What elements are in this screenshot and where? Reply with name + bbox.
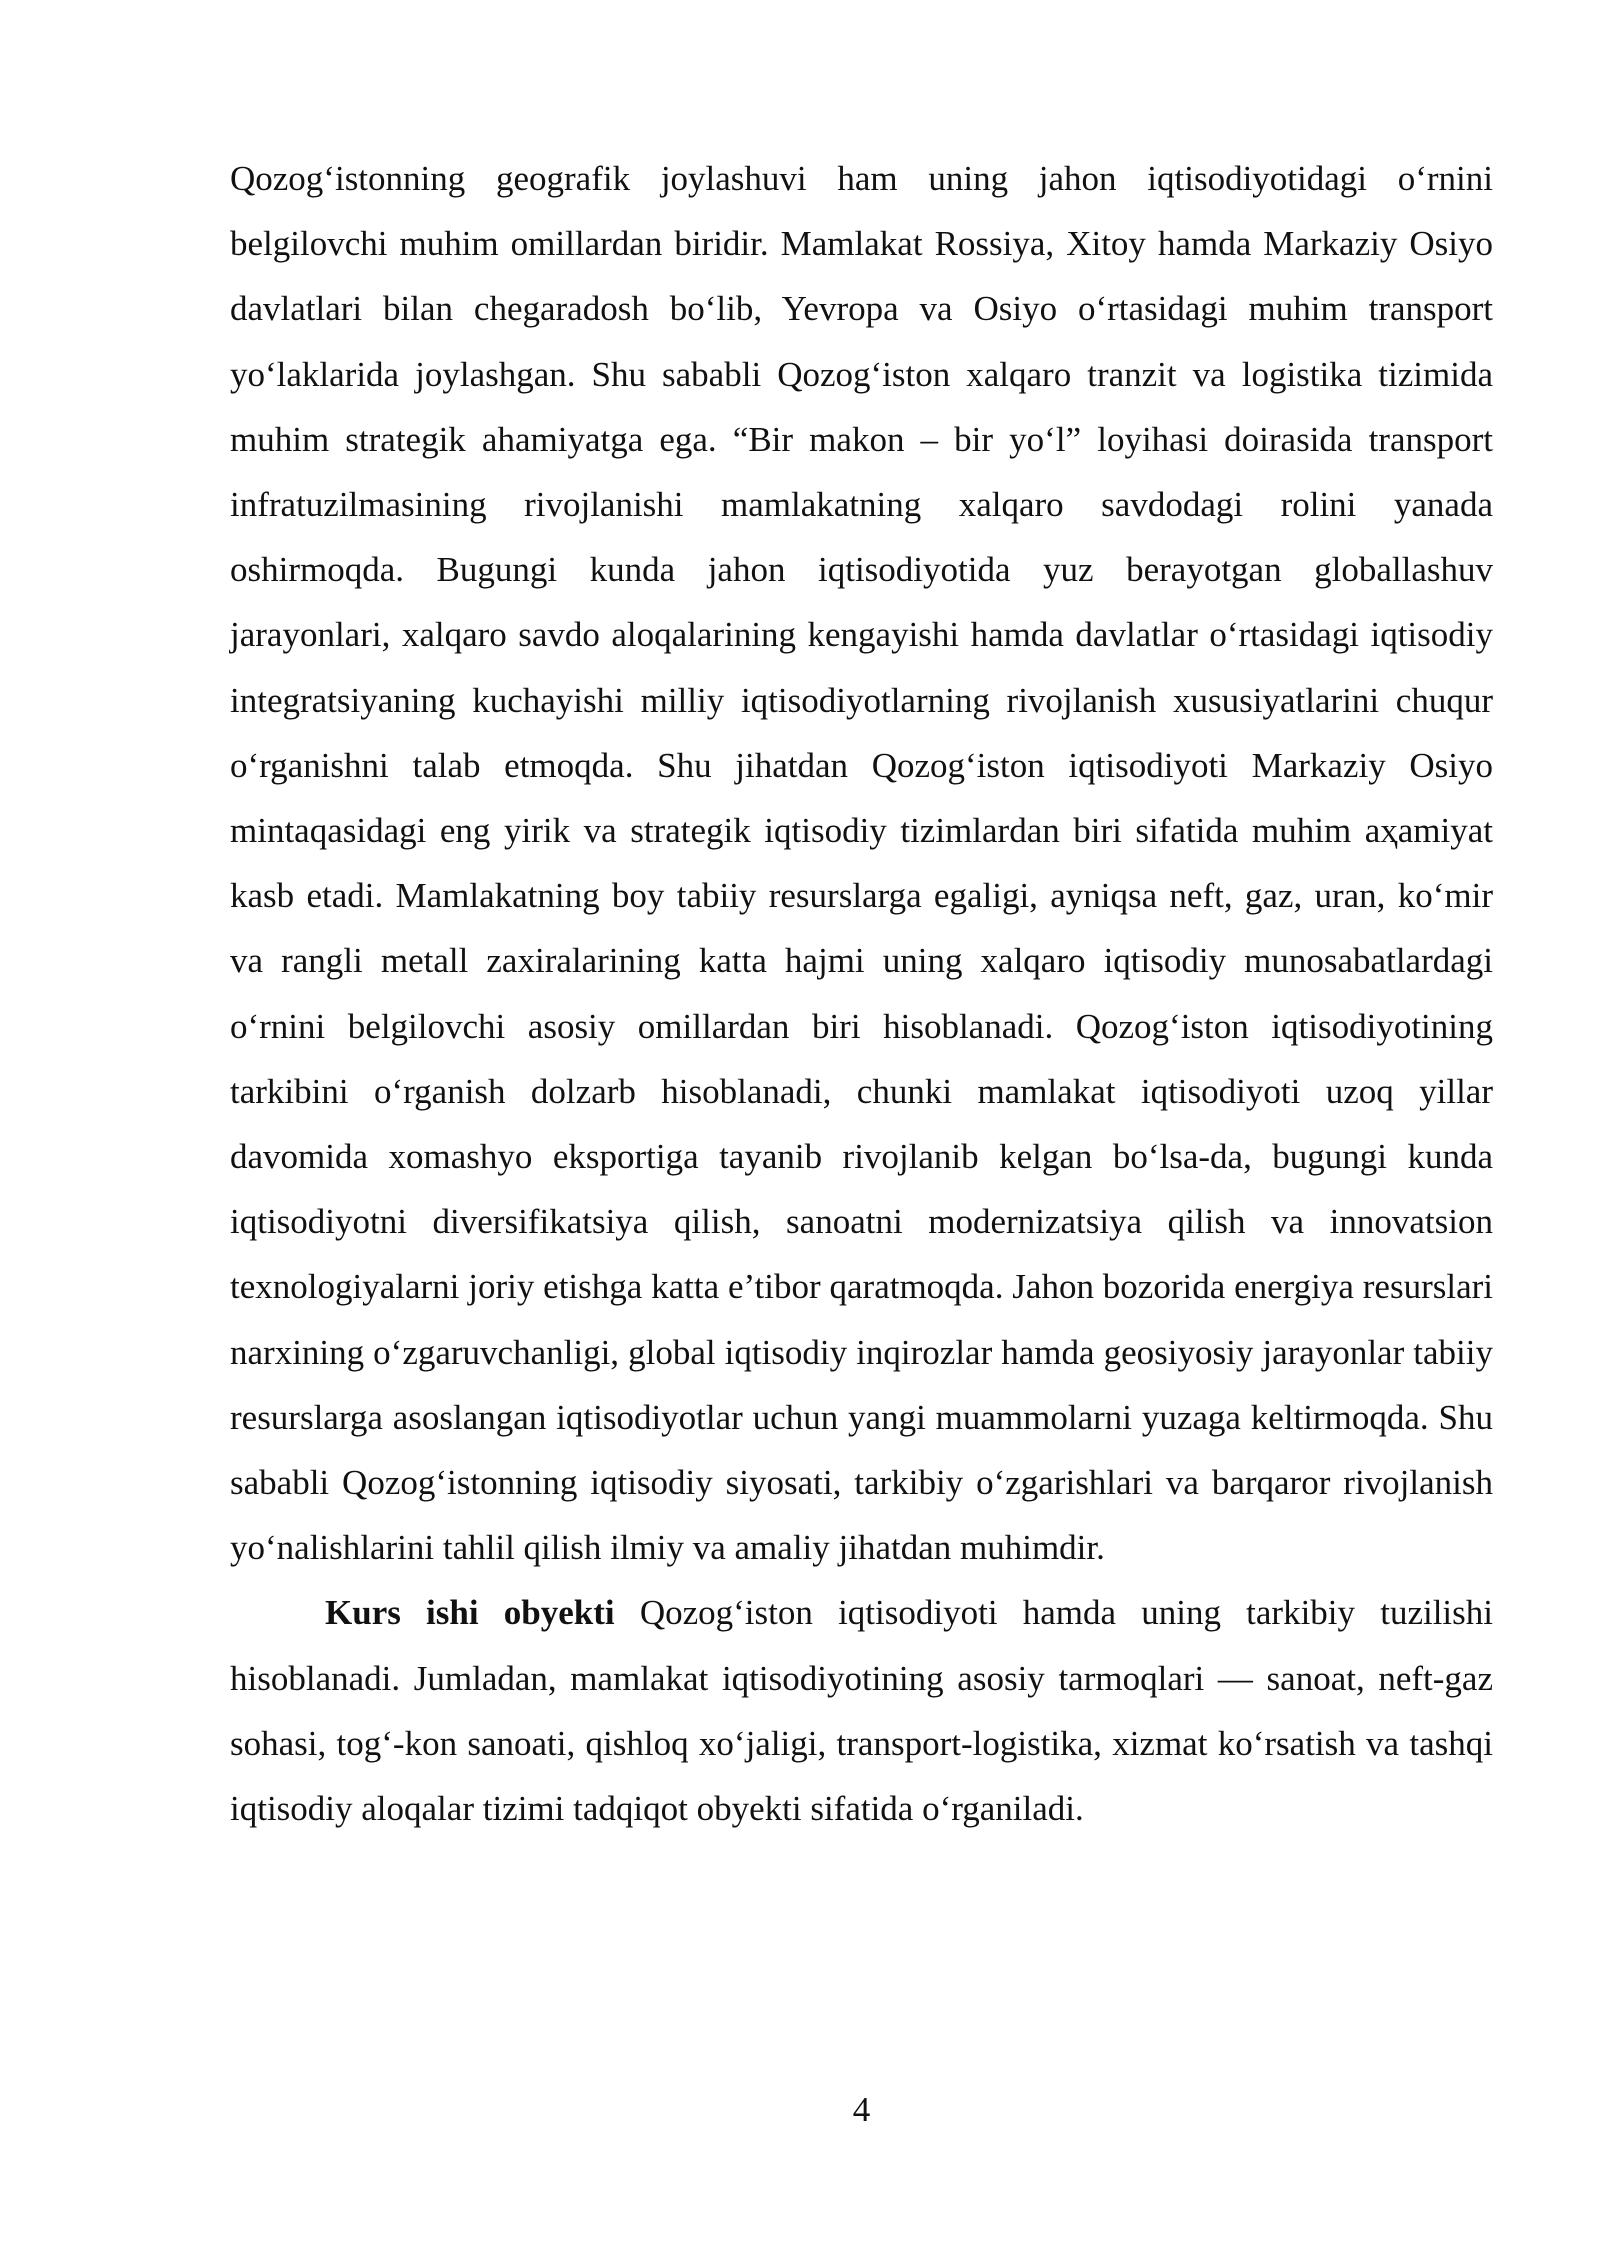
paragraph-geography [230,146,1493,1580]
page-number: 4 [852,2090,871,2129]
paragraph-lead-bold: Kurs ishi obyekti [325,1593,615,1633]
paragraph-text: Qozog‘iston iqtisodiyoti hamda uning tarkibiy tuzilishi hisoblanadi. Jumladan, mamlakat iqtisodiyotining asosiy tarmoqlari — sanoat, neft-gaz sohasi, tog‘-kon sanoati, qishloq xo‘jaligi, transport-logistika, xizmat ko‘rsatish va tashqi iqtisodiy aloqalar tizimi tadqiqot obyekti sifatida o‘rganiladi. [230,1593,1494,1829]
paragraph-text: Qozog‘istonning geografik joylashuvi ham uning jahon iqtisodiyotidagi o‘rnini belgilovchi muhim omillardan biridir. Mamlakat Rossiya, Xitoy hamda Markaziy Osiyo davlatlari bilan chegaradosh bo‘lib, Yevropa va Osiyo o‘rtasidagi muhim transport yo‘laklarida joylashgan. Shu sababli Qozog‘iston xalqaro tranzit va logistika tizimida muhim strategik ahamiyatga ega. “Bir makon – bir yo‘l” loyihasi doirasida transport infratuzilmasining rivojlanishi mamlakatning xalqaro savdodagi rolini yanada oshirmoqda. Bugungi kunda jahon iqtisodiyotida yuz berayotgan globallashuv jarayonlari, xalqaro savdo aloqalarining kengayishi hamda davlatlar o‘rtasidagi iqtisodiy integratsiyaning kuchayishi milliy iqtisodiyotlarning rivojlanish xususiyatlarini chuqur o‘rganishni talab etmoqda. Shu jihatdan Qozog‘iston iqtisodiyoti Markaziy Osiyo mintaqasidagi eng yirik va strategik iqtisodiy tizimlardan biri sifatida muhim aҳamiyat kasb etadi. Mamlakatning boy tabiiy resurslarga egaligi, ayniqsa neft, gaz, uran, ko‘mir va rangli metall zaxiralarining katta hajmi uning xalqaro iqtisodiy munosabatlardagi o‘rnini belgilovchi asosiy omillardan biri hisoblanadi. Qozog‘iston iqtisodiyotining tarkibini o‘rganish dolzarb hisoblanadi, chunki mamlakat iqtisodiyoti uzoq yillar davomida xomashyo eksportiga tayanib rivojlanib kelgan bo‘lsa-da, bugungi kunda iqtisodiyotni diversifikatsiya qilish, sanoatni modernizatsiya qilish va innovatsion texnologiyalarni joriy etishga katta e’tibor qaratmoqda. Jahon bozorida energiya resurslari narxining o‘zgaruvchanligi, global iqtisodiy inqirozlar hamda geosiyosiy jarayonlar tabiiy resurslarga asoslangan iqtisodiyotlar uchun yangi muammolarni yuzaga keltirmoqda. Shu sababli Qozog‘istonning iqtisodiy siyosati, tarkibiy o‘zgarishlari va barqaror rivojlanish yo‘nalishlarini tahlil qilish ilmiy va amaliy jihatdan muhimdir. [230,159,1493,1568]
paragraph-course-object [230,1580,1493,1841]
document-body [230,146,1493,1841]
